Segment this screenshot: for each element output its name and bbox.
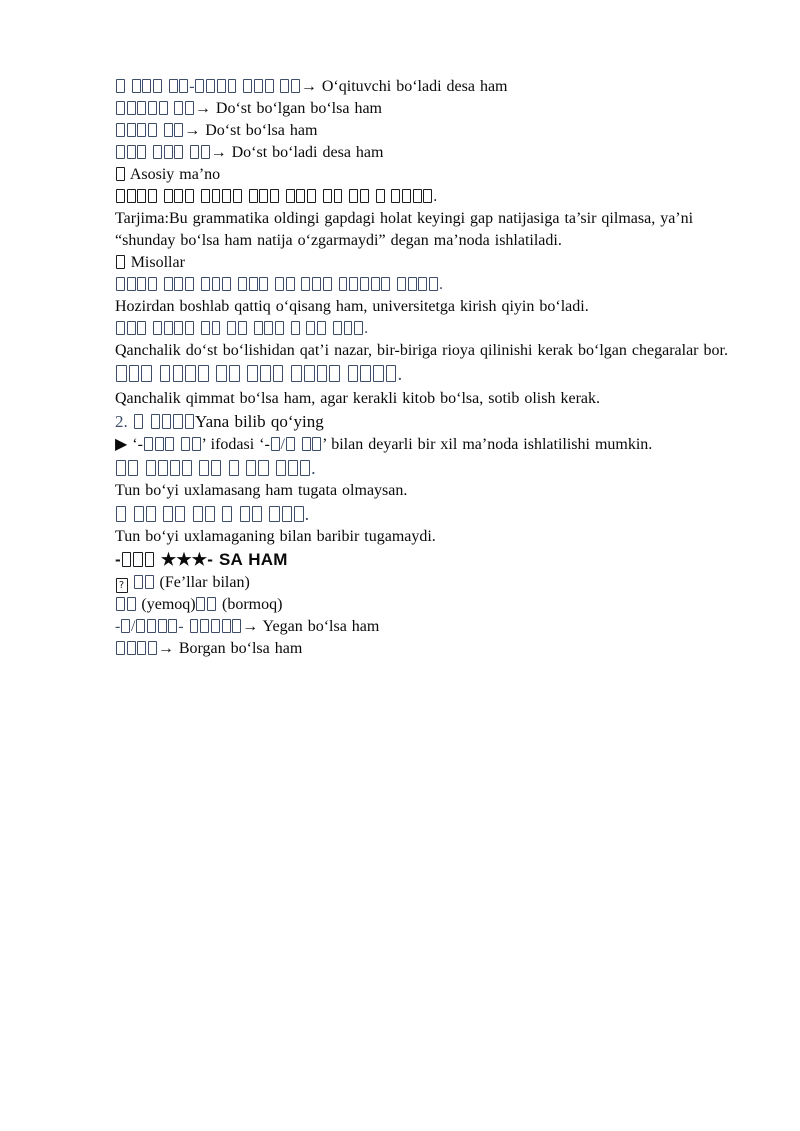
missing-glyph-box (222, 506, 232, 522)
missing-glyph-box (174, 189, 183, 203)
missing-glyph-box (329, 365, 340, 382)
missing-glyph-box (418, 277, 427, 291)
missing-glyph-box (246, 460, 256, 476)
missing-glyph-box (116, 277, 125, 291)
missing-glyph-box (153, 145, 162, 159)
latin-text: Misollar (125, 254, 185, 271)
missing-glyph-box (137, 145, 146, 159)
missing-glyph-box (227, 321, 236, 335)
missing-glyph-box (127, 101, 136, 115)
missing-glyph-box (169, 79, 178, 93)
latin-text: Tun bo‘yi uxlamaganing bilan baribir tugamaydi. (115, 528, 436, 545)
missing-glyph-box (294, 506, 304, 522)
missing-glyph-box (185, 414, 195, 429)
missing-glyph-box (216, 365, 227, 382)
missing-glyph-box (121, 619, 130, 633)
missing-glyph-box (271, 437, 280, 451)
korean-tofu-text (133, 412, 195, 431)
missing-glyph-box (164, 145, 173, 159)
missing-glyph-box (179, 79, 188, 93)
verbs-list (115, 594, 747, 616)
missing-glyph-box (270, 189, 279, 203)
missing-glyph-box (146, 460, 156, 476)
latin-text: Hozirdan boshlab qattiq o‘qisang ham, universitetga kirish qiyin bo‘ladi. (115, 298, 589, 315)
missing-glyph-box (190, 619, 199, 633)
missing-glyph-box (164, 123, 173, 137)
missing-glyph-box (211, 460, 221, 476)
missing-glyph-box (196, 597, 205, 611)
missing-glyph-box (141, 365, 152, 382)
korean-tofu-text: . (115, 458, 316, 478)
example-1-uzbek (115, 296, 747, 318)
example-3-uzbek (115, 388, 747, 410)
missing-glyph-box (302, 437, 311, 451)
missing-glyph-box (360, 365, 371, 382)
korean-tofu-text (115, 100, 195, 117)
korean-tofu-text (128, 574, 154, 591)
missing-glyph-box (282, 506, 292, 522)
korean-tofu-text: . (115, 504, 309, 524)
missing-glyph-box (182, 460, 192, 476)
latin-text: → Do‘st bo‘lsa ham (184, 122, 318, 139)
missing-glyph-box (201, 321, 210, 335)
missing-glyph-box (137, 277, 146, 291)
missing-glyph-box (306, 321, 315, 335)
example-5-korean (115, 502, 747, 526)
missing-glyph-box (276, 460, 286, 476)
missing-glyph-box (312, 437, 321, 451)
missing-glyph-box (333, 321, 342, 335)
missing-glyph-box (163, 506, 173, 522)
missing-glyph-box (181, 437, 190, 451)
missing-glyph-box (164, 189, 173, 203)
example-2-korean (115, 318, 747, 340)
missing-glyph-box (222, 619, 231, 633)
missing-glyph-box (206, 79, 215, 93)
missing-glyph-box (116, 123, 125, 137)
missing-glyph-box (288, 460, 298, 476)
latin-text: Tarjima:Bu grammatika oldingi gapdagi holat keyingi gap natijasiga ta’sir qilmasa, ya’ni “shunday bo‘lsa ham natija o‘zgarmaydi” degan ma’noda ishlatiladi. (115, 210, 699, 249)
missing-glyph-box (185, 321, 194, 335)
missing-glyph-box (286, 437, 295, 451)
missing-glyph-box (185, 101, 194, 115)
missing-glyph-box (201, 189, 210, 203)
missing-glyph-box (402, 189, 411, 203)
missing-glyph-box (190, 145, 199, 159)
missing-glyph-box (165, 437, 174, 451)
missing-glyph-box (148, 123, 157, 137)
missing-glyph-box (170, 460, 180, 476)
missing-glyph-box (307, 189, 316, 203)
missing-glyph-box (273, 365, 284, 382)
missing-glyph-box (254, 79, 263, 93)
korean-definition-line (115, 186, 747, 208)
korean-tofu-text (115, 574, 128, 591)
missing-glyph-box (162, 414, 172, 429)
missing-glyph-box (348, 365, 359, 382)
missing-glyph-box (323, 189, 332, 203)
missing-glyph-box (212, 189, 221, 203)
missing-glyph-box (173, 365, 184, 382)
missing-glyph-box (127, 189, 136, 203)
missing-glyph-box (339, 277, 348, 291)
latin-text: Tun bo‘yi uxlamasang ham tugata olmaysan. (115, 482, 408, 499)
missing-glyph-box (146, 506, 156, 522)
note-similar-expression (115, 434, 747, 456)
missing-glyph-box (212, 321, 221, 335)
latin-text: → O‘qituvchi bo‘ladi desa ham (300, 78, 508, 95)
missing-glyph-box (423, 189, 432, 203)
missing-glyph-box (137, 321, 146, 335)
korean-tofu-text: - / - (115, 618, 242, 635)
korean-tofu-text (115, 144, 211, 161)
latin-text: Asosiy ma’no (125, 166, 221, 183)
missing-glyph-box (254, 321, 263, 335)
missing-glyph-box (323, 277, 332, 291)
korean-tofu-text (115, 166, 126, 183)
missing-glyph-box (429, 277, 438, 291)
latin-text: Qanchalik qimmat bo‘lsa ham, agar kerakli kitob bo‘lsa, sotib olish kerak. (115, 390, 600, 407)
missing-glyph-box (116, 597, 125, 611)
missing-glyph-box (200, 619, 209, 633)
missing-glyph-box (133, 552, 143, 567)
latin-text: → Yegan bo‘lsa ham (242, 618, 380, 635)
missing-glyph-box (116, 365, 127, 382)
missing-glyph-box (360, 189, 369, 203)
missing-glyph-box (265, 79, 274, 93)
missing-glyph-box (201, 277, 210, 291)
conjugation-example-friend-present (115, 120, 747, 142)
section-heading-main-meaning (115, 164, 747, 186)
missing-glyph-box (164, 277, 173, 291)
missing-glyph-box (137, 123, 146, 137)
missing-glyph-box (128, 460, 138, 476)
item-number: 2. (115, 412, 133, 431)
missing-glyph-box (127, 145, 136, 159)
missing-glyph-box (259, 189, 268, 203)
latin-text: Qanchalik do‘st bo‘lishidan qat’i nazar, bir-biriga rioya qilinishi kerak bo‘lgan chegaralar bor. (115, 342, 728, 359)
missing-glyph-box (205, 506, 215, 522)
missing-glyph-question-box: ? (116, 578, 128, 593)
latin-text: Yana bilib qo‘ying (195, 412, 324, 431)
missing-glyph-box (134, 414, 144, 429)
numbered-heading-know-more (115, 410, 747, 434)
missing-glyph-box (264, 321, 273, 335)
korean-tofu-text (143, 436, 202, 453)
missing-glyph-box (397, 277, 406, 291)
missing-glyph-box (233, 189, 242, 203)
missing-glyph-box (148, 189, 157, 203)
missing-glyph-box (249, 277, 258, 291)
missing-glyph-box (127, 321, 136, 335)
missing-glyph-box (137, 641, 146, 655)
missing-glyph-box (173, 414, 183, 429)
missing-glyph-box (193, 506, 203, 522)
missing-glyph-box (228, 79, 237, 93)
missing-glyph-box (175, 506, 185, 522)
missing-glyph-box (376, 189, 385, 203)
conjugation-example-friend-future (115, 142, 747, 164)
example-1-korean (115, 274, 747, 296)
missing-glyph-box (199, 460, 209, 476)
korean-tofu-text: . (115, 276, 443, 293)
missing-glyph-box (249, 189, 258, 203)
missing-glyph-box (296, 189, 305, 203)
missing-glyph-box (144, 437, 153, 451)
missing-glyph-box (116, 321, 125, 335)
missing-glyph-box (168, 619, 177, 633)
missing-glyph-box (174, 123, 183, 137)
missing-glyph-box (381, 277, 390, 291)
korean-tofu-text: . (115, 364, 402, 385)
missing-glyph-box (275, 321, 284, 335)
missing-glyph-box (222, 189, 231, 203)
missing-glyph-box (247, 365, 258, 382)
missing-glyph-box (185, 189, 194, 203)
missing-glyph-box (286, 277, 295, 291)
missing-glyph-box (127, 123, 136, 137)
missing-glyph-box (122, 552, 132, 567)
missing-glyph-box (304, 365, 315, 382)
missing-glyph-box (142, 79, 151, 93)
latin-text: (Fe’llar bilan) (154, 574, 250, 591)
missing-glyph-box (211, 619, 220, 633)
missing-glyph-box (354, 321, 363, 335)
missing-glyph-box (238, 277, 247, 291)
missing-glyph-box (201, 145, 210, 159)
missing-glyph-box (291, 321, 300, 335)
latin-text: ★★★- SA HAM (154, 550, 288, 569)
missing-glyph-box (217, 79, 226, 93)
missing-glyph-box (291, 79, 300, 93)
missing-glyph-box (232, 619, 241, 633)
translation-definition (115, 208, 747, 252)
missing-glyph-box (151, 414, 161, 429)
missing-glyph-box (164, 321, 173, 335)
missing-glyph-box (174, 101, 183, 115)
missing-glyph-box (258, 460, 268, 476)
latin-text: ’ ifodasi ‘- (201, 436, 270, 453)
korean-tofu-text (115, 640, 158, 657)
missing-glyph-box (300, 460, 310, 476)
missing-glyph-box (238, 321, 247, 335)
missing-glyph-box (413, 189, 422, 203)
missing-glyph-box (158, 460, 168, 476)
missing-glyph-box (252, 506, 262, 522)
missing-glyph-box (192, 437, 201, 451)
missing-glyph-box (127, 641, 136, 655)
example-4-korean (115, 456, 747, 480)
missing-glyph-box (148, 641, 157, 655)
missing-glyph-box (291, 365, 302, 382)
korean-tofu-text: - (115, 78, 301, 95)
missing-glyph-box (174, 145, 183, 159)
missing-glyph-box (137, 101, 146, 115)
korean-tofu-text: . (115, 320, 368, 337)
missing-glyph-box (155, 437, 164, 451)
missing-glyph-box (391, 189, 400, 203)
missing-glyph-box (269, 506, 279, 522)
example-5-uzbek (115, 526, 747, 548)
korean-tofu-text (115, 596, 136, 613)
missing-glyph-box (259, 277, 268, 291)
missing-glyph-box (127, 277, 136, 291)
missing-glyph-box (116, 255, 125, 269)
missing-glyph-box (212, 277, 221, 291)
missing-glyph-box (386, 365, 397, 382)
subheading-verbs (115, 572, 747, 594)
missing-glyph-box (408, 277, 417, 291)
missing-glyph-box (280, 79, 289, 93)
missing-glyph-box (344, 321, 353, 335)
missing-glyph-box (159, 101, 168, 115)
conjugation-example-teacher (115, 76, 747, 98)
conjugation-example-go (115, 638, 747, 660)
missing-glyph-box (153, 79, 162, 93)
missing-glyph-box (373, 365, 384, 382)
korean-tofu-text (115, 122, 184, 139)
korean-tofu-text (196, 596, 217, 613)
missing-glyph-box (158, 619, 167, 633)
missing-glyph-box (145, 575, 154, 589)
missing-glyph-box (334, 189, 343, 203)
missing-glyph-box (229, 365, 240, 382)
missing-glyph-box (136, 619, 145, 633)
missing-glyph-box (240, 506, 250, 522)
missing-glyph-box (185, 365, 196, 382)
latin-text: → Do‘st bo‘lgan bo‘lsa ham (194, 100, 382, 117)
document-content (115, 76, 747, 660)
missing-glyph-box (116, 460, 126, 476)
missing-glyph-box (116, 506, 126, 522)
missing-glyph-box (147, 619, 156, 633)
missing-glyph-box (317, 365, 328, 382)
missing-glyph-box (243, 79, 252, 93)
missing-glyph-box (134, 506, 144, 522)
section-heading-examples (115, 252, 747, 274)
missing-glyph-box (116, 189, 125, 203)
missing-glyph-box (260, 365, 271, 382)
latin-text: (bormoq) (217, 596, 283, 613)
missing-glyph-box (222, 277, 231, 291)
missing-glyph-box (174, 277, 183, 291)
example-2-uzbek (115, 340, 747, 362)
missing-glyph-box (286, 189, 295, 203)
example-3-korean (115, 362, 747, 388)
latin-text: → Borgan bo‘lsa ham (157, 640, 303, 657)
missing-glyph-box (116, 145, 125, 159)
conjugation-example-eat (115, 616, 747, 638)
korean-tofu-text: - (115, 550, 155, 569)
missing-glyph-box (127, 597, 136, 611)
korean-tofu-text (115, 254, 126, 271)
missing-glyph-box (185, 277, 194, 291)
missing-glyph-box (137, 189, 146, 203)
korean-tofu-text: . (115, 188, 437, 205)
missing-glyph-box (360, 277, 369, 291)
missing-glyph-box (229, 460, 239, 476)
latin-text: (yemoq) (136, 596, 196, 613)
missing-glyph-box (116, 641, 125, 655)
missing-glyph-box (116, 167, 125, 181)
missing-glyph-box (301, 277, 310, 291)
missing-glyph-box (312, 277, 321, 291)
missing-glyph-box (160, 365, 171, 382)
missing-glyph-box (317, 321, 326, 335)
missing-glyph-box (116, 101, 125, 115)
missing-glyph-box (145, 552, 155, 567)
missing-glyph-box (349, 189, 358, 203)
latin-text: ▶ ‘- (115, 436, 143, 453)
missing-glyph-box (132, 79, 141, 93)
heading-sa-ham (115, 548, 747, 572)
missing-glyph-box (129, 365, 140, 382)
missing-glyph-box (116, 79, 125, 93)
missing-glyph-box (148, 101, 157, 115)
missing-glyph-box (153, 321, 162, 335)
missing-glyph-box (207, 597, 216, 611)
missing-glyph-box (275, 277, 284, 291)
conjugation-example-friend-past (115, 98, 747, 120)
korean-tofu-text: / (270, 436, 322, 453)
missing-glyph-box (134, 575, 143, 589)
missing-glyph-box (349, 277, 358, 291)
example-4-uzbek (115, 480, 747, 502)
missing-glyph-box (174, 321, 183, 335)
latin-text: → Do‘st bo‘ladi desa ham (210, 144, 384, 161)
missing-glyph-box (195, 79, 204, 93)
latin-text: ’ bilan deyarli bir xil ma’noda ishlatilishi mumkin. (322, 436, 653, 453)
missing-glyph-box (148, 277, 157, 291)
missing-glyph-box (371, 277, 380, 291)
missing-glyph-box (198, 365, 209, 382)
